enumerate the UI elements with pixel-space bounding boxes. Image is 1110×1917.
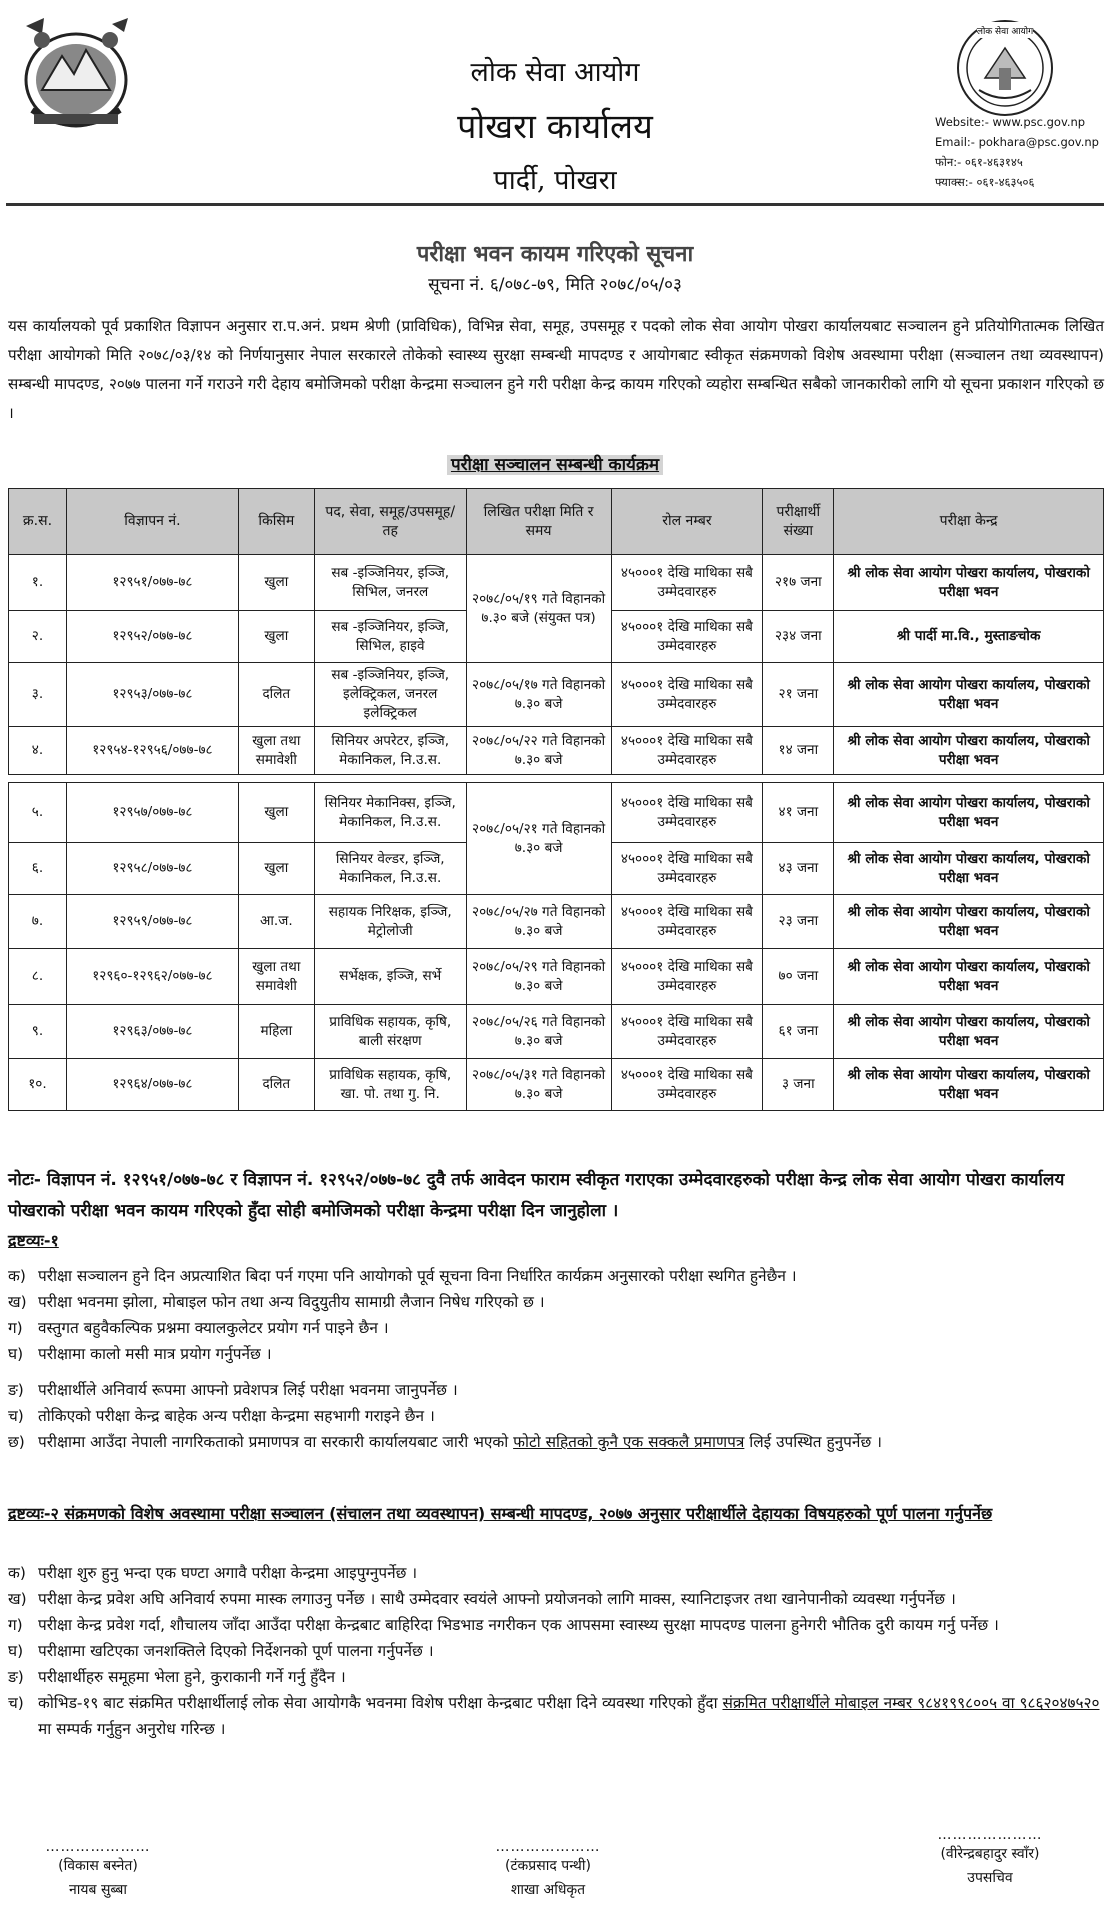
table-header-row xyxy=(9,489,1104,555)
cell-count: ७० जना xyxy=(763,949,834,1005)
cell-post: सिनियर वेल्डर, इञ्जि, मेकानिकल, नि.उ.स. xyxy=(314,843,466,895)
item-text-part: कोभिड-१९ बाट संक्रमित परीक्षार्थीलाई लोक सेवा आयोगकै भवनमा विशेष परीक्षा केन्द्रबाट परीक्षा दिने व्यवस्था गरिएको हुँदा xyxy=(38,1694,723,1712)
signature-line: ………………… xyxy=(937,1827,1043,1843)
col-sn: क्र.स. xyxy=(9,489,67,555)
list-item xyxy=(8,1315,1104,1341)
cell-sn: ७. xyxy=(9,895,67,949)
col-centre: परीक्षा केन्द्र xyxy=(834,489,1104,555)
cell-adv: १२९५८/०७७-७८ xyxy=(66,843,238,895)
contact-phone: फोन:- ०६१-४६३१४५ xyxy=(935,155,1023,169)
cell-count: ४१ जना xyxy=(763,783,834,843)
contact-fax: फ्याक्स:- ०६१-४६३५०६ xyxy=(935,175,1035,189)
cell-centre: श्री लोक सेवा आयोग पोखरा कार्यालय, पोखराको परीक्षा भवन xyxy=(834,1059,1104,1111)
item-marker: ख) xyxy=(8,1293,27,1311)
table-row xyxy=(9,783,1104,843)
cell-post: सहायक निरिक्षक, इञ्जि, मेट्रोलोजी xyxy=(314,895,466,949)
list-item xyxy=(8,1263,1104,1289)
cell-centre: श्री लोक सेवा आयोग पोखरा कार्यालय, पोखराको परीक्षा भवन xyxy=(834,783,1104,843)
cell-date: २०७८/०५/२७ गते विहानको ७.३० बजे xyxy=(466,895,611,949)
cell-adv: १२९६४/०७७-७८ xyxy=(66,1059,238,1111)
contact-website: Website:- www.psc.gov.np xyxy=(935,115,1086,129)
cell-adv: १२९६३/०७७-७८ xyxy=(66,1005,238,1059)
signatory-title: नायब सुब्बा xyxy=(69,1882,127,1898)
cell-count: १४ जना xyxy=(763,727,834,775)
office-name: पोखरा कार्यालय xyxy=(457,107,653,147)
cell-post: सब -इञ्जिनियर, इञ्जि, इलेक्ट्रिकल, जनरल इलेक्ट्रिकल xyxy=(314,663,466,727)
seal-text: लोक सेवा आयोग xyxy=(976,27,1034,37)
cell-roll: ४५०००१ देखि माथिका सबै उम्मेदवारहरु xyxy=(611,611,763,663)
list-item xyxy=(8,1638,1104,1664)
cell-adv: १२९५२/०७७-७८ xyxy=(66,611,238,663)
cell-roll: ४५०००१ देखि माथिका सबै उम्मेदवारहरु xyxy=(611,663,763,727)
cell-roll: ४५०००१ देखि माथिका सबै उम्मेदवारहरु xyxy=(611,555,763,611)
cell-roll: ४५०००१ देखि माथिका सबै उम्मेदवारहरु xyxy=(611,843,763,895)
signatory-title: उपसचिव xyxy=(967,1870,1013,1886)
cell-post: प्राविधिक सहायक, कृषि, बाली संरक्षण xyxy=(314,1005,466,1059)
item-marker: घ) xyxy=(8,1345,24,1363)
item-marker: क) xyxy=(8,1564,26,1582)
cell-adv: १२९५४-१२९५६/०७७-७८ xyxy=(66,727,238,775)
item-marker: ङ) xyxy=(8,1668,24,1686)
list-item xyxy=(8,1429,1104,1455)
item-text-underlined: फोटो सहितको कुनै एक सक्कलै प्रमाणपत्र xyxy=(513,1433,745,1451)
cell-sn: ६. xyxy=(9,843,67,895)
cell-count: २३ जना xyxy=(763,895,834,949)
item-marker: छ) xyxy=(8,1433,25,1451)
cell-post: सब -इञ्जिनियर, इञ्जि, सिभिल, हाइवे xyxy=(314,611,466,663)
cell-type: खुला xyxy=(238,783,314,843)
contact-block xyxy=(935,112,1099,192)
cell-type: दलित xyxy=(238,663,314,727)
signature-line: ………………… xyxy=(45,1839,151,1855)
list-item xyxy=(8,1586,1104,1612)
org-name: लोक सेवा आयोग xyxy=(470,57,640,88)
item-text: परीक्षार्थीहरु समूहमा भेला हुने, कुराकानी गर्ने गर्नु हुँदैन । xyxy=(38,1668,346,1686)
cell-date: २०७८/०५/२९ गते विहानको ७.३० बजे xyxy=(466,949,611,1005)
signature-block-2 xyxy=(468,1840,628,1902)
table-spacer xyxy=(9,775,1104,783)
cell-centre: श्री लोक सेवा आयोग पोखरा कार्यालय, पोखराको परीक्षा भवन xyxy=(834,843,1104,895)
signatory-name: (विकास बस्नेत) xyxy=(58,1858,138,1874)
cell-count: ६१ जना xyxy=(763,1005,834,1059)
cell-roll: ४५०००१ देखि माथिका सबै उम्मेदवारहरु xyxy=(611,1005,763,1059)
list-item xyxy=(8,1341,1104,1367)
table-row xyxy=(9,1059,1104,1111)
cell-count: ३ जना xyxy=(763,1059,834,1111)
table-heading xyxy=(0,452,1110,475)
cell-adv: १२९६०-१२९६२/०७७-७८ xyxy=(66,949,238,1005)
item-marker: ङ) xyxy=(8,1381,24,1399)
cell-centre: श्री लोक सेवा आयोग पोखरा कार्यालय, पोखराको परीक्षा भवन xyxy=(834,555,1104,611)
list-item xyxy=(8,1289,1104,1315)
section1-title: द्रष्टव्यः-१ xyxy=(8,1231,59,1250)
notice-reference: सूचना नं. ६/०७८-७९, मिति २०७८/०५/०३ xyxy=(428,275,682,295)
cell-roll: ४५०००१ देखि माथिका सबै उम्मेदवारहरु xyxy=(611,895,763,949)
intro-paragraph: यस कार्यालयको पूर्व प्रकाशित विज्ञापन अनुसार रा.प.अनं. प्रथम श्रेणी (प्राविधिक), विभिन्न सेवा, समूह, उपसमूह र पदको लोक सेवा आयोग पोखरा कार्यालयबाट सञ्चालन हुने प्रतियोगितात्मक लिखित परीक्षा आयोगको मिति २०७८/०३/१४ को निर्णयानुसार नेपाल सरकारले तोकेको स्वास्थ्य सुरक्षा सम्बन्धी मापदण्ड र आयोगबाट स्वीकृत संक्रमणको विशेष अवस्थामा परीक्षा (सञ्चालन तथा व्यवस्थापन) सम्बन्धी मापदण्ड, २०७७ पालना गर्ने गराउने गरी देहाय बमोजिमको परीक्षा केन्द्रमा सञ्चालन हुने गरी परीक्षा केन्द्र कायम गरिएको व्यहोरा सम्बन्धित सबैको जानकारीको लागि यो सूचना प्रकाशन गरिएको छ । xyxy=(8,317,1104,422)
item-text: परीक्षार्थीले अनिवार्य रूपमा आफ्नो प्रवेशपत्र लिई परीक्षा भवनमा जानुपर्नेछ । xyxy=(38,1381,458,1399)
table-heading-text: परीक्षा सञ्चालन सम्बन्धी कार्यक्रम xyxy=(447,455,663,475)
cell-sn: २. xyxy=(9,611,67,663)
cell-sn: ३. xyxy=(9,663,67,727)
cell-roll: ४५०००१ देखि माथिका सबै उम्मेदवारहरु xyxy=(611,949,763,1005)
contact-email: Email:- pokhara@psc.gov.np xyxy=(935,135,1099,149)
item-marker: क) xyxy=(8,1267,26,1285)
item-text: तोकिएको परीक्षा केन्द्र बाहेक अन्य परीक्षा केन्द्रमा सहभागी गराइने छैन । xyxy=(38,1407,435,1425)
item-text xyxy=(38,1429,882,1455)
item-marker: च) xyxy=(8,1407,24,1425)
cell-centre: श्री पार्दी मा.वि., मुस्ताङचोक xyxy=(834,611,1104,663)
signatory-name: (टंकप्रसाद पन्थी) xyxy=(505,1858,591,1874)
item-text: परीक्षामा कालो मसी मात्र प्रयोग गर्नुपर्नेछ । xyxy=(38,1345,272,1363)
cell-centre: श्री लोक सेवा आयोग पोखरा कार्यालय, पोखराको परीक्षा भवन xyxy=(834,1005,1104,1059)
item-text-part: लिई उपस्थित हुनुपर्नेछ । xyxy=(744,1433,882,1451)
item-text-part: मा सम्पर्क गर्नुहुन अनुरोध गरिन्छ । xyxy=(38,1720,226,1738)
col-date: लिखित परीक्षा मिति र समय xyxy=(466,489,611,555)
cell-sn: ८. xyxy=(9,949,67,1005)
signature-line: ………………… xyxy=(495,1839,601,1855)
col-post: पद, सेवा, समूह/उपसमूह/तह xyxy=(314,489,466,555)
cell-adv: १२९५७/०७७-७८ xyxy=(66,783,238,843)
cell-type: खुला xyxy=(238,555,314,611)
signature-block-3 xyxy=(905,1828,1075,1890)
section2-title: द्रष्टव्यः-२ संक्रमणको विशेष अवस्थामा परीक्षा सञ्चालन (संचालन तथा व्यवस्थापन) सम्बन्धी मापदण्ड, २०७७ अनुसार परीक्षार्थीले देहायका विषयहरुको पूर्ण पालना गर्नुपर्नेछ xyxy=(8,1504,993,1523)
letterhead xyxy=(0,0,1110,200)
cell-roll: ४५०००१ देखि माथिका सबै उम्मेदवारहरु xyxy=(611,1059,763,1111)
header-divider xyxy=(6,203,1104,206)
signature-block-1 xyxy=(28,1840,168,1902)
item-text: परीक्षा केन्द्र प्रवेश गर्दा, शौचालय जाँदा आउँदा परीक्षा केन्द्रबाट बाहिरिदा भिडभाड नगरीकन एक आपसमा स्वास्थ्य सुरक्षा मापदण्ड पालना हुनेगरी भौतिक दुरी कायम गर्नु पर्नेछ । xyxy=(38,1616,999,1634)
item-marker: घ) xyxy=(8,1642,24,1660)
item-text: परीक्षा केन्द्र प्रवेश अघि अनिवार्य रुपमा मास्क लगाउनु पर्नेछ । साथै उम्मेदवार स्वयंले आफ्नो प्रयोजनको लागि माक्स, स्यानिटाइजर तथा खानेपानीको व्यवस्था गर्नुपर्नेछ । xyxy=(38,1590,956,1608)
item-text: परीक्षामा खटिएका जनशक्तिले दिएको निर्देशनको पूर्ण पालना गर्नुपर्नेछ । xyxy=(38,1642,434,1660)
table-row xyxy=(9,663,1104,727)
office-location: पार्दी, पोखरा xyxy=(493,165,617,196)
cell-type: दलित xyxy=(238,1059,314,1111)
col-adv: विज्ञापन नं. xyxy=(66,489,238,555)
item-text xyxy=(38,1690,1104,1742)
item-text: वस्तुगत बहुवैकल्पिक प्रश्नमा क्यालकुलेटर प्रयोग गर्न पाइने छैन । xyxy=(38,1319,389,1337)
table-row xyxy=(9,895,1104,949)
cell-adv: १२९५३/०७७-७८ xyxy=(66,663,238,727)
list-item xyxy=(8,1403,1104,1429)
table-row xyxy=(9,727,1104,775)
table-row xyxy=(9,555,1104,611)
cell-date: २०७८/०५/१९ गते विहानको ७.३० बजे (संयुक्त पत्र) xyxy=(466,555,611,663)
item-marker: ख) xyxy=(8,1590,27,1608)
cell-adv: १२९५१/०७७-७८ xyxy=(66,555,238,611)
list-item xyxy=(8,1560,1104,1586)
item-text: परीक्षा सञ्चालन हुने दिन अप्रत्याशित बिदा पर्न गएमा पनि आयोगको पूर्व सूचना विना निर्धारित कार्यक्रम अनुसारको परीक्षा स्थगित हुनेछैन । xyxy=(38,1267,797,1285)
cell-post: प्राविधिक सहायक, कृषि, खा. पो. तथा गु. नि. xyxy=(314,1059,466,1111)
signatory-name: (वीरेन्द्रबहादुर स्वाँर) xyxy=(940,1846,1040,1862)
cell-post: सिनियर मेकानिक्स, इञ्जि, मेकानिकल, नि.उ.स. xyxy=(314,783,466,843)
cell-sn: ४. xyxy=(9,727,67,775)
list-item xyxy=(8,1377,1104,1403)
col-type: किसिम xyxy=(238,489,314,555)
item-text: परीक्षा शुरु हुनु भन्दा एक घण्टा अगावै परीक्षा केन्द्रमा आइपुग्नुपर्नेछ । xyxy=(38,1564,418,1582)
cell-count: २३४ जना xyxy=(763,611,834,663)
list-item xyxy=(8,1612,1104,1638)
cell-date: २०७८/०५/२६ गते विहानको ७.३० बजे xyxy=(466,1005,611,1059)
cell-centre: श्री लोक सेवा आयोग पोखरा कार्यालय, पोखराको परीक्षा भवन xyxy=(834,895,1104,949)
cell-sn: ९. xyxy=(9,1005,67,1059)
cell-type: खुला xyxy=(238,611,314,663)
cell-post: सर्भेक्षक, इञ्जि, सर्भे xyxy=(314,949,466,1005)
cell-centre: श्री लोक सेवा आयोग पोखरा कार्यालय, पोखराको परीक्षा भवन xyxy=(834,949,1104,1005)
item-marker: ग) xyxy=(8,1319,23,1337)
cell-sn: ५. xyxy=(9,783,67,843)
cell-adv: १२९५९/०७७-७८ xyxy=(66,895,238,949)
cell-post: सिनियर अपरेटर, इञ्जि, मेकानिकल, नि.उ.स. xyxy=(314,727,466,775)
item-text-part: परीक्षामा आउँदा नेपाली नागरिकताको प्रमाणपत्र वा सरकारी कार्यालयबाट जारी भएको xyxy=(38,1433,514,1451)
table-row xyxy=(9,949,1104,1005)
table-row xyxy=(9,1005,1104,1059)
cell-date: २०७८/०५/३१ गते विहानको ७.३० बजे xyxy=(466,1059,611,1111)
notice-title: परीक्षा भवन कायम गरिएको सूचना xyxy=(416,242,694,267)
exam-schedule-table xyxy=(8,488,1104,1111)
cell-sn: १. xyxy=(9,555,67,611)
item-marker: ग) xyxy=(8,1616,23,1634)
section1-list xyxy=(8,1263,1104,1455)
cell-count: २१७ जना xyxy=(763,555,834,611)
cell-roll: ४५०००१ देखि माथिका सबै उम्मेदवारहरु xyxy=(611,727,763,775)
cell-count: ४३ जना xyxy=(763,843,834,895)
cell-type: महिला xyxy=(238,1005,314,1059)
cell-type: खुला तथा समावेशी xyxy=(238,949,314,1005)
cell-date: २०७८/०५/२१ गते विहानको ७.३० बजे xyxy=(466,783,611,895)
cell-sn: १०. xyxy=(9,1059,67,1111)
cell-post: सब -इञ्जिनियर, इञ्जि, सिभिल, जनरल xyxy=(314,555,466,611)
cell-date: २०७८/०५/२२ गते विहानको ७.३० बजे xyxy=(466,727,611,775)
list-item xyxy=(8,1690,1104,1742)
cell-centre: श्री लोक सेवा आयोग पोखरा कार्यालय, पोखराको परीक्षा भवन xyxy=(834,663,1104,727)
item-text-underlined: संक्रमित परीक्षार्थीले मोबाइल नम्बर ९८४१९९८००५ वा ९८६२०४७५२० xyxy=(722,1694,1100,1712)
psc-seal-icon xyxy=(955,18,1055,118)
cell-type: आ.ज. xyxy=(238,895,314,949)
note-paragraph: नोटः- विज्ञापन नं. १२९५१/०७७-७८ र विज्ञापन नं. १२९५२/०७७-७८ दुवै तर्फ आवेदन फाराम स्वीकृत गराएका उम्मेदवारहरुको परीक्षा केन्द्र लोक सेवा आयोग पोखरा कार्यालय पोखराको परीक्षा भवन कायम गरिएको हुँदा सोही बमोजिमको परीक्षा केन्द्रमा परीक्षा दिन जानुहोला । xyxy=(8,1170,1065,1221)
cell-date: २०७८/०५/१७ गते विहानको ७.३० बजे xyxy=(466,663,611,727)
item-text: परीक्षा भवनमा झोला, मोबाइल फोन तथा अन्य विदुयुतीय सामाग्री लैजान निषेध गरिएको छ । xyxy=(38,1293,545,1311)
cell-type: खुला तथा समावेशी xyxy=(238,727,314,775)
cell-type: खुला xyxy=(238,843,314,895)
signatory-title: शाखा अधिकृत xyxy=(510,1882,586,1898)
cell-centre: श्री लोक सेवा आयोग पोखरा कार्यालय, पोखराको परीक्षा भवन xyxy=(834,727,1104,775)
col-roll: रोल नम्बर xyxy=(611,489,763,555)
item-marker: च) xyxy=(8,1694,24,1712)
cell-roll: ४५०००१ देखि माथिका सबै उम्मेदवारहरु xyxy=(611,783,763,843)
list-item xyxy=(8,1664,1104,1690)
cell-count: २१ जना xyxy=(763,663,834,727)
section2-list xyxy=(8,1560,1104,1742)
col-count: परीक्षार्थी संख्या xyxy=(763,489,834,555)
